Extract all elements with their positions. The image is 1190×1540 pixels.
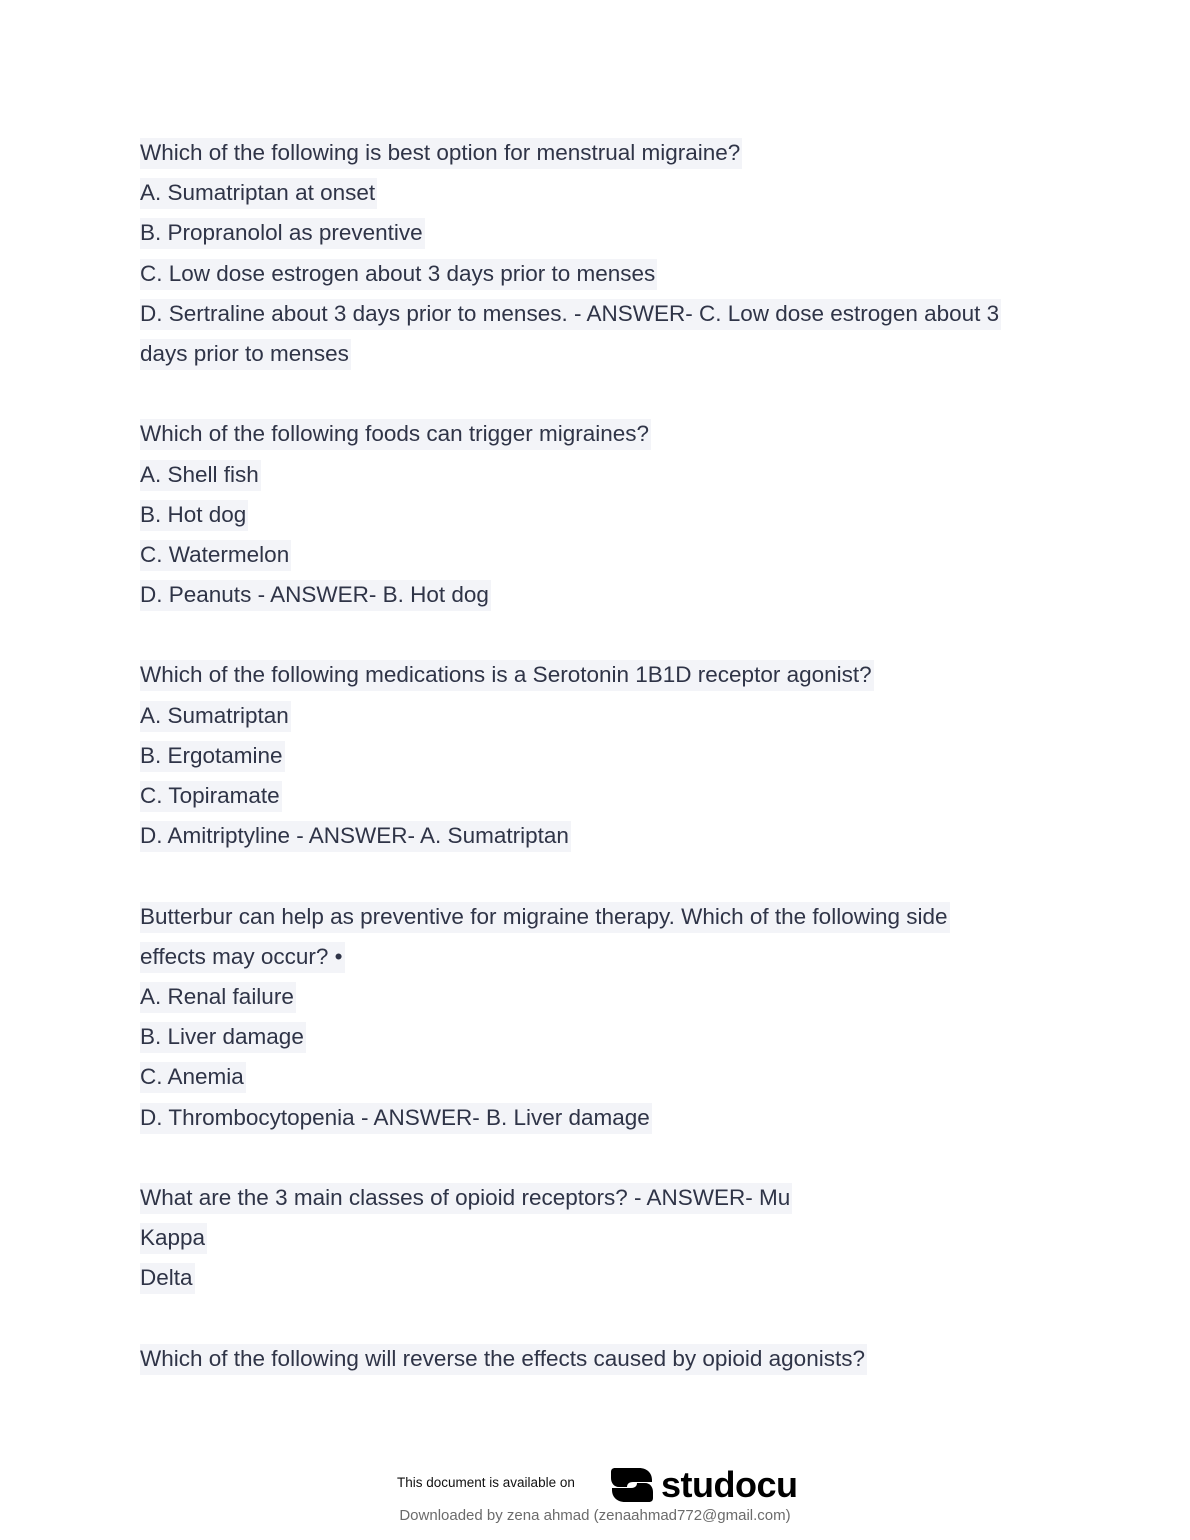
question-3-option-b: B. Ergotamine — [140, 736, 1040, 776]
question-2-option-c: C. Watermelon — [140, 535, 1040, 575]
document-body — [140, 133, 1040, 1379]
studocu-logo-text: studocu — [661, 1464, 798, 1505]
question-4-option-a: A. Renal failure — [140, 977, 1040, 1017]
question-3-option-d-answer: D. Amitriptyline - ANSWER- A. Sumatriptan — [140, 816, 1040, 856]
question-4-text: Butterbur can help as preventive for migraine therapy. Which of the following side — [140, 897, 1040, 937]
spacer — [140, 615, 1040, 655]
available-on-text: This document is available on — [397, 1475, 575, 1490]
question-3-text: Which of the following medications is a Serotonin 1B1D receptor agonist? — [140, 655, 1040, 695]
spacer — [140, 1298, 1040, 1338]
question-5-answer-item: Kappa — [140, 1218, 1040, 1258]
question-2-text: Which of the following foods can trigger migraines? — [140, 414, 1040, 454]
question-1-answer-continued: days prior to menses — [140, 334, 1040, 374]
question-4-option-d-answer: D. Thrombocytopenia - ANSWER- B. Liver damage — [140, 1098, 1040, 1138]
question-1-text: Which of the following is best option for menstrual migraine? — [140, 133, 1040, 173]
question-4-option-b: B. Liver damage — [140, 1017, 1040, 1057]
question-2-option-b: B. Hot dog — [140, 495, 1040, 535]
spacer — [140, 1138, 1040, 1178]
question-3-option-c: C. Topiramate — [140, 776, 1040, 816]
question-2-option-a: A. Shell fish — [140, 455, 1040, 495]
question-1-option-d-answer: D. Sertraline about 3 days prior to menses. - ANSWER- C. Low dose estrogen about 3 — [140, 294, 1040, 334]
studocu-logo-icon — [609, 1462, 655, 1508]
question-1-option-a: A. Sumatriptan at onset — [140, 173, 1040, 213]
question-6-text: Which of the following will reverse the effects caused by opioid agonists? — [140, 1339, 1040, 1379]
spacer — [140, 856, 1040, 896]
question-5-answer-item: Delta — [140, 1258, 1040, 1298]
downloaded-by-text: Downloaded by zena ahmad (zenaahmad772@gmail.com) — [399, 1507, 791, 1524]
question-4-option-c: C. Anemia — [140, 1057, 1040, 1097]
question-4-text-continued: effects may occur? • — [140, 937, 1040, 977]
studocu-logo[interactable] — [609, 1462, 798, 1508]
question-3-option-a: A. Sumatriptan — [140, 696, 1040, 736]
question-2-option-d-answer: D. Peanuts - ANSWER- B. Hot dog — [140, 575, 1040, 615]
question-1-option-b: B. Propranolol as preventive — [140, 213, 1040, 253]
question-5-text-answer: What are the 3 main classes of opioid receptors? - ANSWER- Mu — [140, 1178, 1040, 1218]
spacer — [140, 374, 1040, 414]
question-1-option-c: C. Low dose estrogen about 3 days prior to menses — [140, 254, 1040, 294]
page-footer — [0, 1455, 1190, 1540]
